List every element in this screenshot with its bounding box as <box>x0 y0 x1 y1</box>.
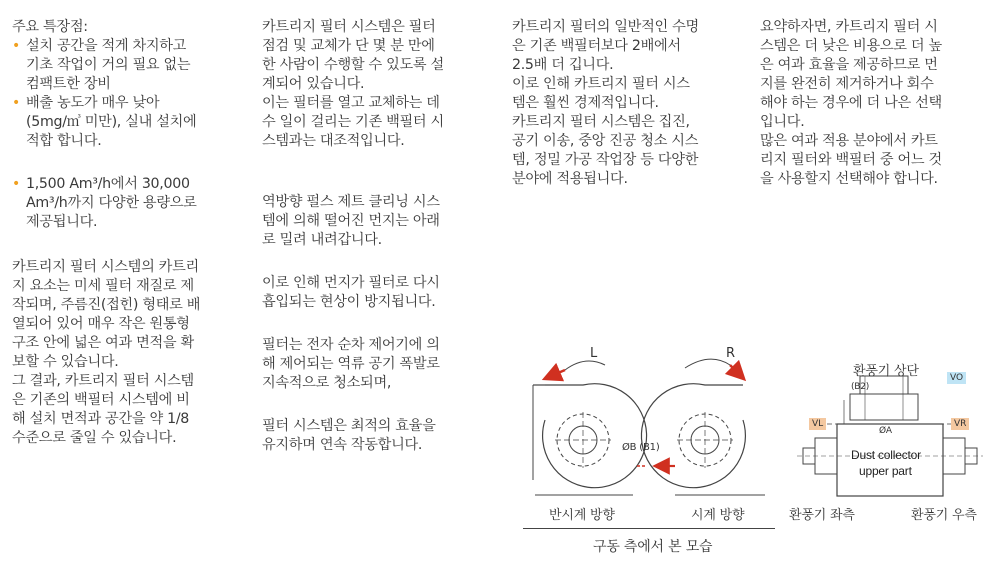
bullet-dot-icon: • <box>12 95 20 111</box>
paragraph-cartridge-element <box>12 258 244 372</box>
text-line: 컴팩트한 장비 <box>26 76 111 92</box>
bullet-item-1 <box>12 37 244 94</box>
caption-divider <box>523 528 775 529</box>
text-line: 열되어 있어 매우 작은 원통형 <box>12 316 190 332</box>
ccw-fan-icon <box>533 361 647 495</box>
text-line: 스템과는 대조적입니다. <box>262 133 405 149</box>
label-b2: (B2) <box>851 382 870 392</box>
text-line: 작되며, 주름진(접힌) 형태로 배 <box>12 297 201 313</box>
features-heading: 주요 특장점: <box>12 19 88 35</box>
text-line: 설치 공간을 적게 차지하고 <box>26 38 187 54</box>
column-1 <box>12 18 244 448</box>
label-R: R <box>726 346 735 361</box>
dust-collector-icon <box>797 376 983 496</box>
text-line: 카트리지 필터 시스템은 필터 <box>262 19 436 35</box>
text-line: 공기 이송, 중앙 진공 청소 시스 <box>512 133 699 149</box>
text-line: 계되어 있습니다. <box>262 76 365 92</box>
text-line: 분야에 적용됩니다. <box>512 171 628 187</box>
label-oa: ØA <box>879 426 892 436</box>
bullet-item-3 <box>12 175 244 232</box>
label-fan-right: 환풍기 우측 <box>911 508 977 523</box>
paragraph-continuous-operation <box>262 417 482 455</box>
text-line: 카트리지 필터 시스템은 집진, <box>512 114 690 130</box>
label-fan-top: 환풍기 상단 <box>853 364 919 379</box>
paragraph-applications <box>512 113 734 189</box>
paragraph-contrast <box>262 94 482 151</box>
text-line: 이로 인해 카트리지 필터 시스 <box>512 76 690 92</box>
text-line: 리지 필터와 백필터 중 어느 것 <box>760 152 942 168</box>
label-fan-left: 환풍기 좌측 <box>789 508 855 523</box>
dust-collector-label: Dust collector <box>851 448 921 462</box>
text-line: 해 설치 면적과 공간을 약 1/8 <box>12 411 190 427</box>
text-line: 로 밀려 내려갑니다. <box>262 232 382 248</box>
column-3 <box>512 18 734 189</box>
text-line: 1,500 Am³/h에서 30,000 <box>26 176 190 192</box>
text-line: 이로 인해 먼지가 필터로 다시 <box>262 275 440 291</box>
paragraph-reentrainment <box>262 274 482 312</box>
text-line: 기초 작업이 거의 필요 없는 <box>26 57 191 73</box>
text-line: 필터는 전자 순차 제어기에 의 <box>262 337 440 353</box>
text-line: 은 기존 백필터보다 2배에서 <box>512 38 681 54</box>
text-line: 지속적으로 청소되며, <box>262 375 392 391</box>
text-line: 카트리지 필터 시스템의 카트리 <box>12 259 199 275</box>
text-line: 필터 시스템은 최적의 효율을 <box>262 418 436 434</box>
paragraph-maintenance <box>262 18 482 94</box>
upper-part-label: upper part <box>859 464 912 478</box>
text-line: 템은 훨씬 경제적입니다. <box>512 95 659 111</box>
label-ob-b1: ØB (B1) <box>622 442 660 453</box>
text-line: 지를 완전히 제거하거나 회수 <box>760 76 934 92</box>
text-line: 보할 수 있습니다. <box>12 354 119 370</box>
text-line: 입니다. <box>760 114 805 130</box>
text-line: 흡입되는 현상이 방지됩니다. <box>262 294 436 310</box>
text-line: 점검 및 교체가 단 몇 분 만에 <box>262 38 435 54</box>
paragraph-sequential-control <box>262 336 482 393</box>
text-line: Am³/h까지 다양한 용량으로 <box>26 195 197 211</box>
text-line: 역방향 펄스 제트 클리닝 시스 <box>262 194 440 210</box>
paragraph-pulse-jet <box>262 193 482 250</box>
text-line: 한 사람이 수행할 수 있도록 설 <box>262 57 444 73</box>
text-line: 템, 정밀 가공 작업장 등 다양한 <box>512 152 699 168</box>
column-2 <box>262 18 482 455</box>
paragraph-space-saving <box>12 372 244 448</box>
text-line: 해야 하는 경우에 더 나은 선택 <box>760 95 942 111</box>
bullet-item-2 <box>12 94 244 151</box>
text-line: 해 제어되는 역류 공기 폭발로 <box>262 356 440 372</box>
text-line: 수 일이 걸리는 기존 백필터 시 <box>262 114 444 130</box>
text-line: (5mg/㎥ 미만), 실내 설치에 <box>26 114 197 130</box>
text-line: 제공됩니다. <box>26 214 98 230</box>
tag-vl: VL <box>809 418 826 430</box>
tag-vr: VR <box>951 418 969 430</box>
text-line: 지 요소는 미세 필터 재질로 제 <box>12 278 194 294</box>
text-line: 적합 합니다. <box>26 133 102 149</box>
label-L: L <box>590 346 598 361</box>
text-line: 템에 의해 떨어진 먼지는 아래 <box>262 213 440 229</box>
paragraph-summary <box>760 18 986 132</box>
cw-fan-icon <box>637 359 765 495</box>
bullet-dot-icon: • <box>12 38 20 54</box>
text-line: 그 결과, 카트리지 필터 시스템 <box>12 373 194 389</box>
tag-vo: VO <box>947 372 966 384</box>
figure-caption: 구동 측에서 본 모습 <box>593 539 713 555</box>
text-line: 스템은 더 낮은 비용으로 더 높 <box>760 38 942 54</box>
text-line: 구조 안에 넓은 여과 면적을 확 <box>12 335 194 351</box>
text-line: 요약하자면, 카트리지 필터 시 <box>760 19 938 35</box>
text-line: 많은 여과 적용 분야에서 카트 <box>760 133 938 149</box>
fan-orientation-figure <box>515 340 1000 570</box>
paragraph-lifespan <box>512 18 734 75</box>
text-line: 수준으로 줄일 수 있습니다. <box>12 430 177 446</box>
text-line: 2.5배 더 깁니다. <box>512 57 614 73</box>
label-counterclockwise: 반시계 방향 <box>549 508 615 523</box>
text-line: 배출 농도가 매우 낮아 <box>26 95 160 111</box>
fan-diagram-drawing <box>515 340 1000 570</box>
text-line: 카트리지 필터의 일반적인 수명 <box>512 19 699 35</box>
column-4 <box>760 18 986 189</box>
paragraph-choice <box>760 132 986 189</box>
text-line: 을 사용할지 선택해야 합니다. <box>760 171 938 187</box>
bullet-dot-icon: • <box>12 176 20 192</box>
text-line: 유지하며 연속 작동합니다. <box>262 437 423 453</box>
label-clockwise: 시계 방향 <box>691 508 745 523</box>
text-line: 은 여과 효율을 제공하므로 먼 <box>760 57 938 73</box>
paragraph-economy <box>512 75 734 113</box>
text-line: 이는 필터를 열고 교체하는 데 <box>262 95 440 111</box>
text-line: 은 기존의 백필터 시스템에 비 <box>12 392 190 408</box>
